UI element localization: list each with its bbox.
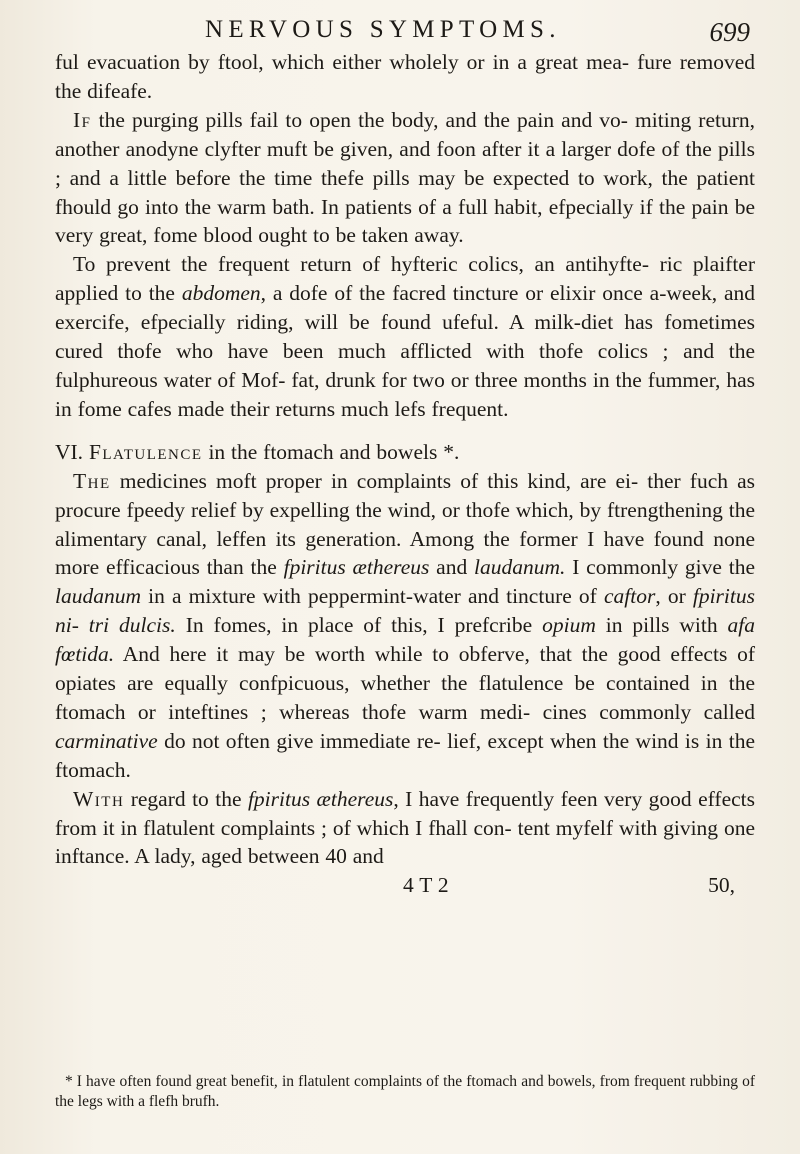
paragraph-1 <box>55 48 755 106</box>
paragraph-4-italic-1: fpiritus æthereus <box>283 555 430 580</box>
paragraph-1-text: ful evacuation by ftool, which either wholely or in a great mea- fure removed the difeafe. <box>55 50 755 103</box>
body-text <box>55 48 755 900</box>
paragraph-5-lead: With <box>73 786 125 811</box>
paragraph-2-lead: If <box>73 107 92 132</box>
paragraph-3-text-a: To prevent the frequent return of hyfteric colics, an antihyfte- ric plaifter applied to the <box>55 252 755 306</box>
paragraph-4-text-e: , or <box>655 584 693 609</box>
paragraph-4-text-h: And here it may be worth while to obferve, that the good effects of opiates are equally confpicuous, whether the flatulence be contained in the ftomach or inteftines ; whereas thofe warm medi- cines commonly called <box>55 642 755 724</box>
paragraph-4-text-c: I commonly give the <box>565 555 756 580</box>
paragraph-4-italic-7: afa fœtida. <box>55 613 756 667</box>
footnote-text: I have often found great benefit, in flatulent complaints of the ftomach and bowels, from frequent rubbing of the legs with a flefh brufh. <box>55 1073 755 1110</box>
paragraph-5-italic: fpiritus æthereus <box>247 786 394 811</box>
footnote-mark: * <box>65 1073 73 1090</box>
paragraph-4-italic-8: carminative <box>55 728 158 753</box>
signature-mark: 4 T 2 <box>403 873 449 898</box>
paragraph-4-text-g: in pills with <box>595 613 728 638</box>
paragraph-3-italic: abdomen <box>181 281 261 306</box>
paragraph-4-italic-4: caftor <box>603 584 656 609</box>
catchword: 50, <box>708 873 735 898</box>
paragraph-3 <box>55 250 755 423</box>
paragraph-4-text-i: do not often give immediate re- lief, except when the wind is in the ftomach. <box>55 728 755 782</box>
paragraph-4 <box>55 467 755 785</box>
signature-line <box>55 871 755 900</box>
section-lead: Flatulence <box>88 439 203 464</box>
paragraph-5-text-b: , I have frequently feen very good effects from it in flatulent complaints ; of which I fhall con- tent myfelf with giving one inftance. A lady, aged between 40 and <box>55 786 755 869</box>
footnote <box>55 1072 755 1112</box>
paragraph-5-text-a: regard to the <box>124 786 248 811</box>
page-header <box>205 14 750 48</box>
paragraph-2-text: the purging pills fail to open the body, and the pain and vo- miting return, another anodyne clyfter muft be given, and foon after it a larger dofe of the pills ; and a little before the time thefe pills may be expected to work, the patient fhould go into the warm bath. In patients of a full habit, efpecially if the pain be very great, fome blood ought to be taken away. <box>55 107 755 248</box>
paragraph-4-text-a: medicines moft proper in complaints of this kind, are ei- ther fuch as procure fpeedy relief by expelling the wind, or thofe which, by ftrengthening the alimentary canal, leffen its generation. Among the former I have found none more efficacious than the <box>55 468 755 580</box>
paragraph-4-italic-3: laudanum <box>55 584 141 609</box>
paragraph-4-text-f: In fomes, in place of this, I prefcribe <box>175 613 543 638</box>
section-heading <box>55 438 755 467</box>
paragraph-4-italic-2: laudanum. <box>474 555 566 580</box>
running-title: NERVOUS SYMPTOMS. <box>205 16 561 43</box>
paragraph-4-italic-6: opium <box>542 613 596 638</box>
paragraph-4-text-b: and <box>429 555 475 580</box>
page-number: 699 <box>709 17 750 47</box>
paragraph-4-lead: The <box>73 468 111 493</box>
paragraph-2 <box>55 106 755 251</box>
paragraph-3-text-b: , a dofe of the facred tincture or elixir once a-week, and exercife, efpecially riding, will be found ufeful. A milk-diet has fometimes cured thofe who have been much afflicted with thofe colics ; and the fulphureous water of Mof- fat, drunk for two or three months in the fummer, has in fome cafes made their returns much lefs frequent. <box>55 281 755 421</box>
section-rest: in the ftomach and bowels *. <box>202 439 460 464</box>
paragraph-5 <box>55 785 755 872</box>
paragraph-4-italic-5: fpiritus ni- tri dulcis. <box>55 584 755 638</box>
paragraph-4-text-d: in a mixture with peppermint-water and tincture of <box>141 584 604 609</box>
section-number: VI. <box>55 439 89 464</box>
